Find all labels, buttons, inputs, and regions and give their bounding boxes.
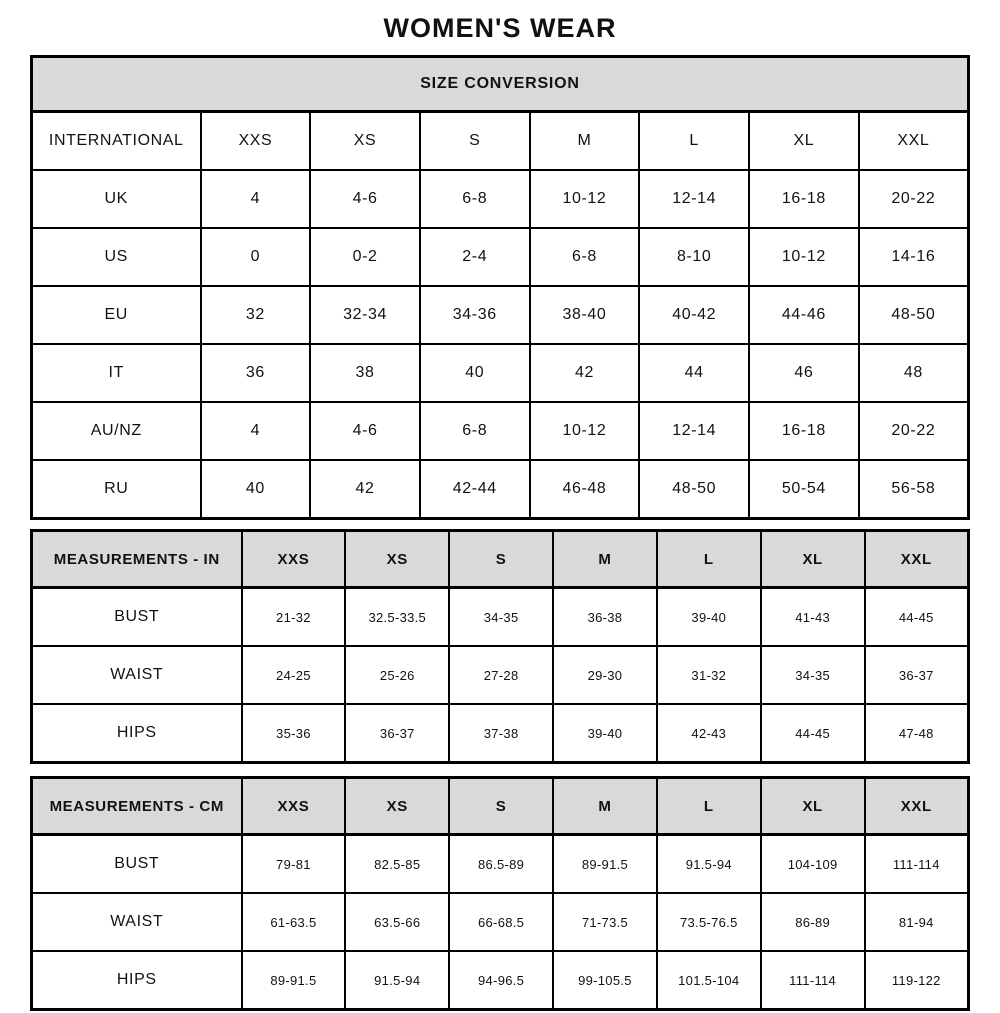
measurements-cm-table	[30, 776, 970, 1011]
value-cell: 44-46	[749, 286, 859, 344]
row-label: UK	[32, 170, 201, 228]
row-label: HIPS	[32, 951, 242, 1010]
columns-header-row	[32, 531, 969, 588]
column-header: L	[639, 112, 749, 171]
value-cell: 6-8	[530, 228, 640, 286]
value-cell: 4-6	[310, 402, 420, 460]
page-title: WOMEN'S WEAR	[383, 13, 617, 43]
value-cell: 66-68.5	[449, 893, 553, 951]
value-cell: 89-91.5	[553, 835, 657, 894]
row-label: WAIST	[32, 646, 242, 704]
value-cell: 36-37	[345, 704, 449, 763]
column-header: XXL	[865, 531, 969, 588]
value-cell: 91.5-94	[657, 835, 761, 894]
table-row	[32, 286, 969, 344]
column-header: XXL	[865, 778, 969, 835]
value-cell: 8-10	[639, 228, 749, 286]
column-header: XL	[761, 531, 865, 588]
value-cell: 111-114	[865, 835, 969, 894]
value-cell: 32	[201, 286, 311, 344]
measurements-in-table	[30, 529, 970, 764]
value-cell: 39-40	[553, 704, 657, 763]
column-header: S	[420, 112, 530, 171]
columns-header-row	[32, 112, 969, 171]
value-cell: 4	[201, 170, 311, 228]
value-cell: 2-4	[420, 228, 530, 286]
value-cell: 31-32	[657, 646, 761, 704]
table-row	[32, 170, 969, 228]
value-cell: 38	[310, 344, 420, 402]
table-row	[32, 704, 969, 763]
value-cell: 46-48	[530, 460, 640, 519]
value-cell: 36	[201, 344, 311, 402]
value-cell: 40	[420, 344, 530, 402]
row-label: IT	[32, 344, 201, 402]
measurements-cm-rows	[32, 835, 969, 1010]
value-cell: 47-48	[865, 704, 969, 763]
column-header: M	[553, 778, 657, 835]
column-header: XXS	[242, 531, 346, 588]
table-title-row	[32, 57, 969, 112]
table-row	[32, 402, 969, 460]
value-cell: 38-40	[530, 286, 640, 344]
value-cell: 104-109	[761, 835, 865, 894]
value-cell: 50-54	[749, 460, 859, 519]
row-label: MEASUREMENTS - IN	[32, 531, 242, 588]
value-cell: 6-8	[420, 170, 530, 228]
value-cell: 25-26	[345, 646, 449, 704]
column-header: XXL	[859, 112, 969, 171]
value-cell: 99-105.5	[553, 951, 657, 1010]
value-cell: 10-12	[530, 170, 640, 228]
value-cell: 79-81	[242, 835, 346, 894]
value-cell: 81-94	[865, 893, 969, 951]
column-header: XS	[310, 112, 420, 171]
table-row	[32, 835, 969, 894]
value-cell: 73.5-76.5	[657, 893, 761, 951]
value-cell: 86-89	[761, 893, 865, 951]
table-row	[32, 588, 969, 647]
value-cell: 16-18	[749, 402, 859, 460]
value-cell: 34-35	[449, 588, 553, 647]
column-header: XS	[345, 531, 449, 588]
value-cell: 14-16	[859, 228, 969, 286]
column-header: S	[449, 778, 553, 835]
value-cell: 40	[201, 460, 311, 519]
value-cell: 56-58	[859, 460, 969, 519]
value-cell: 16-18	[749, 170, 859, 228]
value-cell: 0	[201, 228, 311, 286]
value-cell: 41-43	[761, 588, 865, 647]
value-cell: 44	[639, 344, 749, 402]
value-cell: 40-42	[639, 286, 749, 344]
value-cell: 42-44	[420, 460, 530, 519]
column-header: XXS	[201, 112, 311, 171]
row-label: BUST	[32, 588, 242, 647]
value-cell: 6-8	[420, 402, 530, 460]
value-cell: 101.5-104	[657, 951, 761, 1010]
columns-header-row	[32, 778, 969, 835]
value-cell: 32-34	[310, 286, 420, 344]
value-cell: 36-38	[553, 588, 657, 647]
table-row	[32, 228, 969, 286]
table-row	[32, 460, 969, 519]
table-row	[32, 646, 969, 704]
value-cell: 36-37	[865, 646, 969, 704]
table-row	[32, 951, 969, 1010]
column-header: L	[657, 531, 761, 588]
value-cell: 44-45	[761, 704, 865, 763]
column-header: XL	[761, 778, 865, 835]
value-cell: 39-40	[657, 588, 761, 647]
value-cell: 111-114	[761, 951, 865, 1010]
size-conversion-rows	[32, 170, 969, 519]
value-cell: 42-43	[657, 704, 761, 763]
value-cell: 20-22	[859, 170, 969, 228]
value-cell: 37-38	[449, 704, 553, 763]
column-header: L	[657, 778, 761, 835]
value-cell: 35-36	[242, 704, 346, 763]
column-header: XS	[345, 778, 449, 835]
row-label: HIPS	[32, 704, 242, 763]
row-label: US	[32, 228, 201, 286]
value-cell: 29-30	[553, 646, 657, 704]
value-cell: 42	[530, 344, 640, 402]
size-chart-page	[0, 13, 1000, 1011]
value-cell: 34-36	[420, 286, 530, 344]
value-cell: 34-35	[761, 646, 865, 704]
value-cell: 10-12	[530, 402, 640, 460]
value-cell: 21-32	[242, 588, 346, 647]
value-cell: 82.5-85	[345, 835, 449, 894]
column-header: M	[530, 112, 640, 171]
value-cell: 89-91.5	[242, 951, 346, 1010]
value-cell: 20-22	[859, 402, 969, 460]
column-header: XL	[749, 112, 859, 171]
column-header: M	[553, 531, 657, 588]
value-cell: 32.5-33.5	[345, 588, 449, 647]
value-cell: 24-25	[242, 646, 346, 704]
value-cell: 4	[201, 402, 311, 460]
value-cell: 91.5-94	[345, 951, 449, 1010]
row-label: INTERNATIONAL	[32, 112, 201, 171]
value-cell: 86.5-89	[449, 835, 553, 894]
value-cell: 63.5-66	[345, 893, 449, 951]
table-row	[32, 344, 969, 402]
column-header: XXS	[242, 778, 346, 835]
value-cell: 48-50	[859, 286, 969, 344]
value-cell: 42	[310, 460, 420, 519]
row-label: BUST	[32, 835, 242, 894]
row-label: AU/NZ	[32, 402, 201, 460]
table-row	[32, 893, 969, 951]
row-label: EU	[32, 286, 201, 344]
value-cell: 71-73.5	[553, 893, 657, 951]
row-label: WAIST	[32, 893, 242, 951]
value-cell: 12-14	[639, 402, 749, 460]
row-label: MEASUREMENTS - CM	[32, 778, 242, 835]
row-label: RU	[32, 460, 201, 519]
value-cell: 27-28	[449, 646, 553, 704]
column-header: S	[449, 531, 553, 588]
value-cell: 44-45	[865, 588, 969, 647]
size-conversion-header: SIZE CONVERSION	[32, 57, 969, 112]
value-cell: 119-122	[865, 951, 969, 1010]
measurements-in-rows	[32, 588, 969, 763]
value-cell: 12-14	[639, 170, 749, 228]
value-cell: 61-63.5	[242, 893, 346, 951]
value-cell: 10-12	[749, 228, 859, 286]
value-cell: 46	[749, 344, 859, 402]
value-cell: 0-2	[310, 228, 420, 286]
value-cell: 48	[859, 344, 969, 402]
size-conversion-body	[32, 112, 969, 171]
value-cell: 48-50	[639, 460, 749, 519]
value-cell: 94-96.5	[449, 951, 553, 1010]
size-conversion-table	[30, 55, 970, 520]
value-cell: 4-6	[310, 170, 420, 228]
